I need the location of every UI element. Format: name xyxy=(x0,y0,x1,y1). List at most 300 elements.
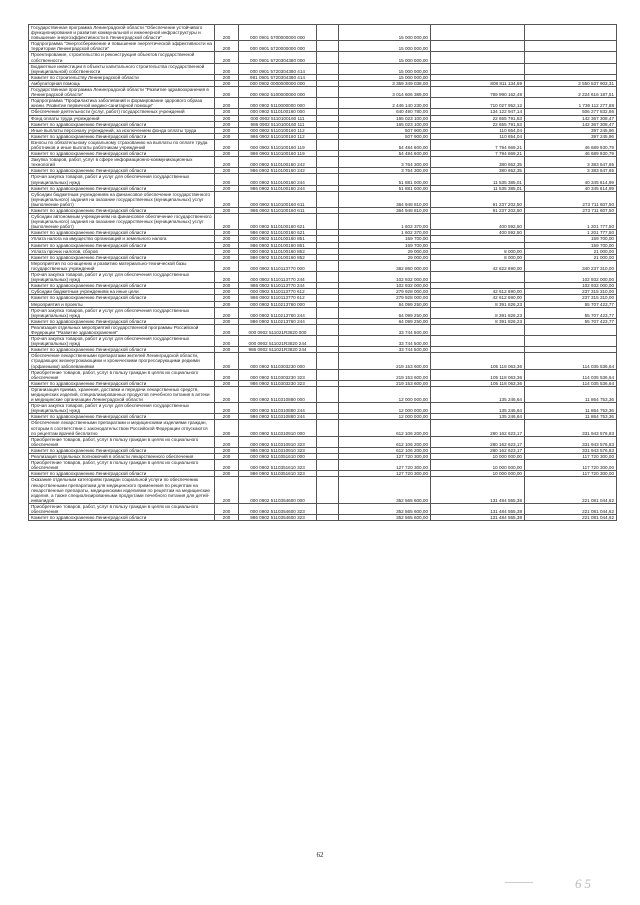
row-code: 200 xyxy=(215,414,239,420)
row-name: Приобретение товаров, работ, услуг в пользу граждан в целях их социального обеспечения xyxy=(29,503,215,514)
table-row xyxy=(29,214,617,230)
row-remaining: 40 345 614,99 xyxy=(525,174,617,185)
row-plan: 1 602 370,00 xyxy=(339,230,431,236)
row-name: Иные выплаты персоналу учреждений, за исключением фонда оплаты труда xyxy=(29,127,215,133)
table-body xyxy=(29,25,617,521)
row-plan: 33 744 500,00 xyxy=(339,347,431,353)
row-code: 200 xyxy=(215,477,239,503)
row-name: Обеспечение лекарственными препаратами жителей Ленинградской области, страдающих жизнеугрожающими и хроническими прогрессирующими редкими (орфанными) заболеваниями xyxy=(29,353,215,369)
row-executed: 135 246,64 xyxy=(431,386,525,402)
row-plan: 64 099 250,00 xyxy=(339,318,431,324)
row-executed: 131 484 555,38 xyxy=(431,515,525,521)
row-spacer xyxy=(317,420,339,436)
row-name: Комитет по здравоохранению Ленинградской области xyxy=(29,447,215,453)
row-remaining: 46 689 930,79 xyxy=(525,139,617,150)
row-plan: 1 602 370,00 xyxy=(339,214,431,230)
row-remaining: 397 245,96 xyxy=(525,133,617,139)
row-name: Организация приема, хранения, доставки и передачи лекарственных средств, медицинских изделий, специализированных продуктов лечебного питания в аптеки и медицинские организации Ленинградской области xyxy=(29,386,215,402)
row-classification: 000 0902 5110354600 323 xyxy=(239,503,317,514)
row-plan: 15 000 000,00 xyxy=(339,74,431,80)
row-classification: 986 0902 511021R3820 244 xyxy=(239,347,317,353)
row-code: 200 xyxy=(215,301,239,307)
row-spacer xyxy=(317,460,339,471)
row-plan: 127 720 300,00 xyxy=(339,460,431,471)
row-code: 200 xyxy=(215,289,239,295)
row-spacer xyxy=(317,336,339,347)
row-code: 200 xyxy=(215,98,239,109)
row-spacer xyxy=(317,515,339,521)
row-name: Субсидии автономным учреждениям на финансовое обеспечение государственного (муниципального) задания на оказание государственных (муниципальных) услуг (выполнение работ) xyxy=(29,214,215,230)
table-row xyxy=(29,403,617,414)
row-plan: 12 000 000,00 xyxy=(339,414,431,420)
row-spacer xyxy=(317,63,339,74)
row-classification: 986 0902 5110310910 323 xyxy=(239,447,317,453)
row-name: Прочая закупка товаров, работ и услуг для обеспечения государственных (муниципальных) нужд xyxy=(29,336,215,347)
row-classification: 986 0902 5110100160 244 xyxy=(239,185,317,191)
row-classification: 000 0902 5110100160 852 xyxy=(239,248,317,254)
row-plan: 3 014 606 389,00 xyxy=(339,87,431,98)
row-name: Комитет по здравоохранению Ленинградской области xyxy=(29,515,215,521)
row-classification: 000 0902 5110113770 244 xyxy=(239,272,317,283)
row-executed: 7 794 669,21 xyxy=(431,151,525,157)
row-classification: 986 0902 5110354600 323 xyxy=(239,515,317,521)
row-executed: 280 162 623,17 xyxy=(431,436,525,447)
row-plan: 33 744 500,00 xyxy=(339,324,431,335)
row-plan: 352 565 600,00 xyxy=(339,515,431,521)
row-name: Комитет по здравоохранению Ленинградской области xyxy=(29,318,215,324)
row-remaining: 3 383 647,65 xyxy=(525,157,617,168)
row-name: Бюджетные инвестиции в объекты капитального строительства государственной (муниципальной) собственности xyxy=(29,63,215,74)
row-classification: 000 0901 5720304380 000 xyxy=(239,52,317,63)
row-classification: 986 0902 5110351610 323 xyxy=(239,471,317,477)
row-remaining: 237 315 310,00 xyxy=(525,289,617,295)
row-plan: 159 700,00 xyxy=(339,242,431,248)
row-spacer xyxy=(317,157,339,168)
table-row xyxy=(29,98,617,109)
row-name: Обеспечение деятельности (услуг, работ) государственных учреждений xyxy=(29,109,215,115)
row-classification: 000 0902 5110100160 611 xyxy=(239,191,317,207)
row-spacer xyxy=(317,436,339,447)
row-spacer xyxy=(317,87,339,98)
row-code: 200 xyxy=(215,307,239,318)
row-remaining: 117 720 300,00 xyxy=(525,471,617,477)
table-row xyxy=(29,420,617,436)
row-plan: 12 000 000,00 xyxy=(339,403,431,414)
row-code: 200 xyxy=(215,133,239,139)
row-plan: 51 881 000,00 xyxy=(339,185,431,191)
row-classification: 000 0902 5110213760 244 xyxy=(239,307,317,318)
row-executed: 7 794 669,21 xyxy=(431,139,525,150)
row-classification: 000 0902 5110213760 000 xyxy=(239,301,317,307)
row-plan: 3 764 300,00 xyxy=(339,157,431,168)
row-remaining: 114 035 536,64 xyxy=(525,353,617,369)
row-name: Закупка товаров, работ, услуг в сфере информационно-коммуникационных технологий xyxy=(29,157,215,168)
row-executed: 380 652,35 xyxy=(431,157,525,168)
row-name: Прочая закупка товаров, работ и услуг для обеспечения государственных (муниципальных) нужд xyxy=(29,174,215,185)
row-classification: 000 0902 5110100160 119 xyxy=(239,139,317,150)
row-name: Комитет по здравоохранению Ленинградской области xyxy=(29,185,215,191)
row-name: Уплата прочих налогов, сборов xyxy=(29,248,215,254)
row-classification: 000 0902 5110303230 000 xyxy=(239,353,317,369)
row-spacer xyxy=(317,503,339,514)
row-executed: 11 535 385,01 xyxy=(431,174,525,185)
row-classification: 986 0902 5110100160 242 xyxy=(239,168,317,174)
row-executed: 22 655 791,53 xyxy=(431,115,525,121)
row-remaining: 331 943 576,83 xyxy=(525,420,617,436)
row-plan: 165 023 100,00 xyxy=(339,121,431,127)
row-code: 200 xyxy=(215,283,239,289)
row-code: 200 xyxy=(215,515,239,521)
row-plan: 12 000 000,00 xyxy=(339,386,431,402)
row-plan: 54 484 600,00 xyxy=(339,139,431,150)
pen-mark xyxy=(505,882,533,883)
row-name: Комитет по здравоохранению Ленинградской области xyxy=(29,242,215,248)
row-code: 200 xyxy=(215,436,239,447)
row-name: Государственная программа Ленинградской области "Обеспечение устойчивого функционирования и развития коммунальной и инженерной инфраструктуры и повышение энергоэффективности в Ленинградской области" xyxy=(29,25,215,41)
row-classification: 986 0902 5110100160 621 xyxy=(239,230,317,236)
table-row xyxy=(29,307,617,318)
row-name: Подпрограмма "Энергосбережение и повышение энергетической эффективности на территории Ленинградской области" xyxy=(29,41,215,52)
row-name: Приобретение товаров, работ, услуг в пользу граждан в целях их социального обеспечения xyxy=(29,369,215,380)
row-remaining xyxy=(525,336,617,347)
row-remaining: 331 943 576,83 xyxy=(525,447,617,453)
row-code: 200 xyxy=(215,420,239,436)
row-spacer xyxy=(317,52,339,63)
table-row xyxy=(29,272,617,283)
row-plan: 64 099 250,00 xyxy=(339,301,431,307)
row-remaining: 159 700,00 xyxy=(525,242,617,248)
row-remaining: 11 864 753,36 xyxy=(525,414,617,420)
row-remaining xyxy=(525,52,617,63)
row-remaining: 21 000,00 xyxy=(525,254,617,260)
table-row xyxy=(29,336,617,347)
row-code: 200 xyxy=(215,115,239,121)
row-spacer xyxy=(317,260,339,271)
row-remaining: 55 707 423,77 xyxy=(525,301,617,307)
row-plan: 219 153 600,00 xyxy=(339,380,431,386)
row-name: Прочая закупка товаров, работ и услуг для обеспечения государственных (муниципальных) нужд xyxy=(29,403,215,414)
table-row xyxy=(29,515,617,521)
row-plan: 29 000,00 xyxy=(339,254,431,260)
row-plan: 364 948 810,00 xyxy=(339,208,431,214)
row-classification: 000 0902 5110310880 000 xyxy=(239,386,317,402)
row-spacer xyxy=(317,353,339,369)
row-remaining: 55 707 423,77 xyxy=(525,307,617,318)
row-executed xyxy=(431,52,525,63)
row-remaining: 397 245,96 xyxy=(525,127,617,133)
row-remaining: 117 720 300,00 xyxy=(525,460,617,471)
row-classification: 986 0902 5110213760 244 xyxy=(239,318,317,324)
row-code: 200 xyxy=(215,185,239,191)
row-spacer xyxy=(317,174,339,185)
row-classification: 986 0902 5110113770 244 xyxy=(239,283,317,289)
row-remaining: 331 943 576,83 xyxy=(525,436,617,447)
row-remaining: 273 711 607,50 xyxy=(525,191,617,207)
row-code: 200 xyxy=(215,157,239,168)
row-classification: 000 0902 5110100160 244 xyxy=(239,174,317,185)
row-classification: 000 0902 5110351610 323 xyxy=(239,460,317,471)
row-classification: 000 0902 511021R3820 000 xyxy=(239,324,317,335)
row-code: 200 xyxy=(215,208,239,214)
row-remaining: 114 035 536,64 xyxy=(525,380,617,386)
row-classification: 000 0902 5100000000 000 xyxy=(239,87,317,98)
row-name: Фонд оплаты труда учреждений xyxy=(29,115,215,121)
row-remaining: 1 201 777,50 xyxy=(525,230,617,236)
table-row xyxy=(29,41,617,52)
row-executed: 400 592,50 xyxy=(431,214,525,230)
row-code: 200 xyxy=(215,471,239,477)
row-spacer xyxy=(317,41,339,52)
row-name: Комитет по здравоохранению Ленинградской области xyxy=(29,283,215,289)
row-classification: 000 0902 5110354600 000 xyxy=(239,477,317,503)
table-row xyxy=(29,25,617,41)
table-row xyxy=(29,139,617,150)
row-executed: 110 654,04 xyxy=(431,127,525,133)
row-executed xyxy=(431,63,525,74)
row-remaining: 142 367 308,47 xyxy=(525,121,617,127)
row-code: 200 xyxy=(215,191,239,207)
row-plan: 15 000 000,00 xyxy=(339,63,431,74)
row-spacer xyxy=(317,307,339,318)
table-row xyxy=(29,260,617,271)
row-executed: 42 622 690,00 xyxy=(431,260,525,271)
row-executed: 789 990 162,49 xyxy=(431,87,525,98)
row-remaining xyxy=(525,41,617,52)
row-name: Приобретение товаров, работ, услуг в пользу граждан в целях их социального обеспечения xyxy=(29,436,215,447)
row-name: Комитет по строительству Ленинградской области xyxy=(29,74,215,80)
row-executed: 22 655 791,53 xyxy=(431,121,525,127)
row-plan: 364 948 810,00 xyxy=(339,191,431,207)
row-spacer xyxy=(317,214,339,230)
row-name: Субсидии бюджетным учреждениям на иные цели xyxy=(29,289,215,295)
table-row xyxy=(29,52,617,63)
row-executed: 380 652,35 xyxy=(431,168,525,174)
table-row xyxy=(29,157,617,168)
row-spacer xyxy=(317,403,339,414)
row-name: Прочая закупка товаров, работ и услуг для обеспечения государственных (муниципальных) нужд xyxy=(29,272,215,283)
row-name: Комитет по здравоохранению Ленинградской области xyxy=(29,295,215,301)
row-plan: 54 484 600,00 xyxy=(339,151,431,157)
row-remaining: 11 864 753,36 xyxy=(525,386,617,402)
row-plan: 102 932 000,00 xyxy=(339,272,431,283)
table-row xyxy=(29,386,617,402)
row-remaining: 55 707 423,77 xyxy=(525,318,617,324)
row-classification: 986 0902 5110100160 852 xyxy=(239,254,317,260)
row-executed xyxy=(431,41,525,52)
row-spacer xyxy=(317,191,339,207)
row-name: Комитет по здравоохранению Ленинградской области xyxy=(29,208,215,214)
table-row xyxy=(29,191,617,207)
row-code: 200 xyxy=(215,260,239,271)
row-classification: 000 0901 5700000000 000 xyxy=(239,25,317,41)
row-remaining: 2 550 537 903,31 xyxy=(525,80,617,86)
row-plan: 127 720 300,00 xyxy=(339,454,431,460)
row-executed: 42 612 690,00 xyxy=(431,289,525,295)
row-executed: 105 118 063,36 xyxy=(431,380,525,386)
row-plan: 64 099 250,00 xyxy=(339,307,431,318)
row-code: 200 xyxy=(215,25,239,41)
row-classification: 000 0902 5110000000 000 xyxy=(239,98,317,109)
row-spacer xyxy=(317,98,339,109)
row-executed: 131 484 555,38 xyxy=(431,503,525,514)
row-name: Комитет по здравоохранению Ленинградской области xyxy=(29,380,215,386)
table-row xyxy=(29,477,617,503)
row-executed: 91 237 202,50 xyxy=(431,191,525,207)
page-number: 62 xyxy=(316,851,324,859)
row-remaining xyxy=(525,63,617,74)
row-name: Мероприятия по оснащению и развитию материально-технической базы государственных учреждений xyxy=(29,260,215,271)
row-code: 200 xyxy=(215,454,239,460)
row-executed: 105 118 063,36 xyxy=(431,353,525,369)
row-plan: 127 720 300,00 xyxy=(339,471,431,477)
row-remaining: 1 201 777,50 xyxy=(525,214,617,230)
row-executed xyxy=(431,324,525,335)
table-row xyxy=(29,436,617,447)
row-remaining: 114 035 536,64 xyxy=(525,369,617,380)
row-classification: 000 0901 5720304380 414 xyxy=(239,63,317,74)
row-name: Комитет по здравоохранению Ленинградской области xyxy=(29,151,215,157)
row-name: Оказание отдельным категориям граждан социальной услуги по обеспечению лекарственными препаратами для медицинского применения по рецептам на лекарственные препараты, медицинскими изделиями по рецептам на медицинские изделия, а также специализированными продуктами лечебного питания для детей-инвалидов xyxy=(29,477,215,503)
row-code: 200 xyxy=(215,74,239,80)
row-name: Приобретение товаров, работ, услуг в пользу граждан в целях их социального обеспечения xyxy=(29,460,215,471)
report-sheet xyxy=(28,24,616,521)
row-remaining: 2 224 616 187,51 xyxy=(525,87,617,98)
row-code: 200 xyxy=(215,87,239,98)
row-classification: 000 0902 5110113770 000 xyxy=(239,260,317,271)
row-executed: 10 000 000,00 xyxy=(431,454,525,460)
row-code: 200 xyxy=(215,318,239,324)
row-executed: 135 246,64 xyxy=(431,403,525,414)
row-code: 200 xyxy=(215,63,239,74)
row-classification: 000 0902 5110100160 242 xyxy=(239,157,317,168)
row-code: 200 xyxy=(215,80,239,86)
row-executed: 10 000 000,00 xyxy=(431,471,525,477)
row-spacer xyxy=(317,139,339,150)
row-remaining: 3 383 647,65 xyxy=(525,168,617,174)
row-code: 200 xyxy=(215,109,239,115)
row-remaining: 221 081 044,62 xyxy=(525,503,617,514)
row-spacer xyxy=(317,386,339,402)
row-spacer xyxy=(317,324,339,335)
row-name: Комитет по здравоохранению Ленинградской области xyxy=(29,230,215,236)
row-remaining: 11 864 753,36 xyxy=(525,403,617,414)
row-classification: 986 0902 5110100160 611 xyxy=(239,208,317,214)
row-executed: 280 162 623,17 xyxy=(431,420,525,436)
table-row xyxy=(29,369,617,380)
row-plan: 15 000 000,00 xyxy=(339,41,431,52)
row-executed: 8 391 826,23 xyxy=(431,301,525,307)
row-code: 200 xyxy=(215,380,239,386)
row-executed: 135 246,64 xyxy=(431,414,525,420)
row-executed: 808 811 134,69 xyxy=(431,80,525,86)
row-remaining: 273 711 607,50 xyxy=(525,208,617,214)
row-code: 200 xyxy=(215,386,239,402)
row-code: 200 xyxy=(215,353,239,369)
row-remaining: 221 081 044,62 xyxy=(525,477,617,503)
row-plan: 352 565 600,00 xyxy=(339,477,431,503)
row-plan: 352 565 600,00 xyxy=(339,503,431,514)
row-classification: 986 0902 5110303230 323 xyxy=(239,380,317,386)
row-executed: 280 162 623,17 xyxy=(431,447,525,453)
row-executed: 8 391 826,23 xyxy=(431,318,525,324)
row-remaining: 340 237 310,00 xyxy=(525,260,617,271)
row-plan: 507 900,00 xyxy=(339,127,431,133)
row-classification: 986 0902 5110100160 111 xyxy=(239,121,317,127)
row-code: 200 xyxy=(215,168,239,174)
row-plan: 159 700,00 xyxy=(339,236,431,242)
row-remaining: 21 000,00 xyxy=(525,248,617,254)
row-remaining xyxy=(525,324,617,335)
table-row xyxy=(29,503,617,514)
row-name: Проектирование, строительство и реконструкция объектов государственной собственности xyxy=(29,52,215,63)
row-code: 200 xyxy=(215,174,239,185)
row-name: Амбулаторная помощь xyxy=(29,80,215,86)
row-code: 200 xyxy=(215,214,239,230)
row-code: 200 xyxy=(215,403,239,414)
row-remaining: 506 277 832,86 xyxy=(525,109,617,115)
row-executed: 8 391 826,23 xyxy=(431,307,525,318)
row-plan: 15 000 000,00 xyxy=(339,25,431,41)
row-classification: 986 0902 5110100160 119 xyxy=(239,151,317,157)
row-executed: 131 484 555,38 xyxy=(431,477,525,503)
row-remaining: 102 932 000,00 xyxy=(525,272,617,283)
row-executed: 10 000 000,00 xyxy=(431,460,525,471)
row-remaining: 142 367 308,47 xyxy=(525,115,617,121)
table-row xyxy=(29,63,617,74)
row-code: 200 xyxy=(215,254,239,260)
row-spacer xyxy=(317,272,339,283)
row-code: 200 xyxy=(215,295,239,301)
row-classification: 000 0902 5110100160 851 xyxy=(239,236,317,242)
row-remaining: 1 736 112 277,88 xyxy=(525,98,617,109)
row-plan: 2 446 140 230,00 xyxy=(339,98,431,109)
row-executed: 8 000,00 xyxy=(431,248,525,254)
row-code: 200 xyxy=(215,236,239,242)
handwritten-page-stamp: 65 xyxy=(575,876,594,891)
row-code: 200 xyxy=(215,242,239,248)
row-code: 200 xyxy=(215,336,239,347)
row-executed: 134 122 947,14 xyxy=(431,109,525,115)
row-classification: 000 0902 5110303230 323 xyxy=(239,369,317,380)
row-code: 200 xyxy=(215,127,239,133)
row-name: Комитет по здравоохранению Ленинградской области xyxy=(29,347,215,353)
row-name: Комитет по здравоохранению Ленинградской области xyxy=(29,254,215,260)
row-code: 200 xyxy=(215,230,239,236)
row-plan: 612 106 200,00 xyxy=(339,436,431,447)
row-spacer xyxy=(317,477,339,503)
row-plan: 102 932 000,00 xyxy=(339,283,431,289)
row-classification: 000 0902 5110100160 111 xyxy=(239,115,317,121)
row-plan: 33 744 500,00 xyxy=(339,336,431,347)
row-plan: 51 881 000,00 xyxy=(339,174,431,185)
row-name: Мероприятия и проекты xyxy=(29,301,215,307)
row-name: Комитет по здравоохранению Ленинградской области xyxy=(29,471,215,477)
row-code: 200 xyxy=(215,447,239,453)
row-plan: 219 153 600,00 xyxy=(339,353,431,369)
row-plan: 507 900,00 xyxy=(339,133,431,139)
row-remaining: 40 345 614,99 xyxy=(525,185,617,191)
row-classification: 000 0902 5110310910 323 xyxy=(239,436,317,447)
row-code: 200 xyxy=(215,347,239,353)
row-name: Субсидии бюджетным учреждениям на финансовое обеспечение государственного (муниципального) задания на оказание государственных (муниципальных) услуг (выполнение работ) xyxy=(29,191,215,207)
row-classification: 986 0902 5110100160 112 xyxy=(239,133,317,139)
budget-execution-table xyxy=(28,24,617,521)
row-classification: 000 0902 5110351610 000 xyxy=(239,454,317,460)
row-remaining: 221 081 044,62 xyxy=(525,515,617,521)
row-name: Реализация отдельных мероприятий государственной программы Российской Федерации "Развитие здравоохранения" xyxy=(29,324,215,335)
row-plan: 29 000,00 xyxy=(339,248,431,254)
row-executed: 400 592,50 xyxy=(431,230,525,236)
